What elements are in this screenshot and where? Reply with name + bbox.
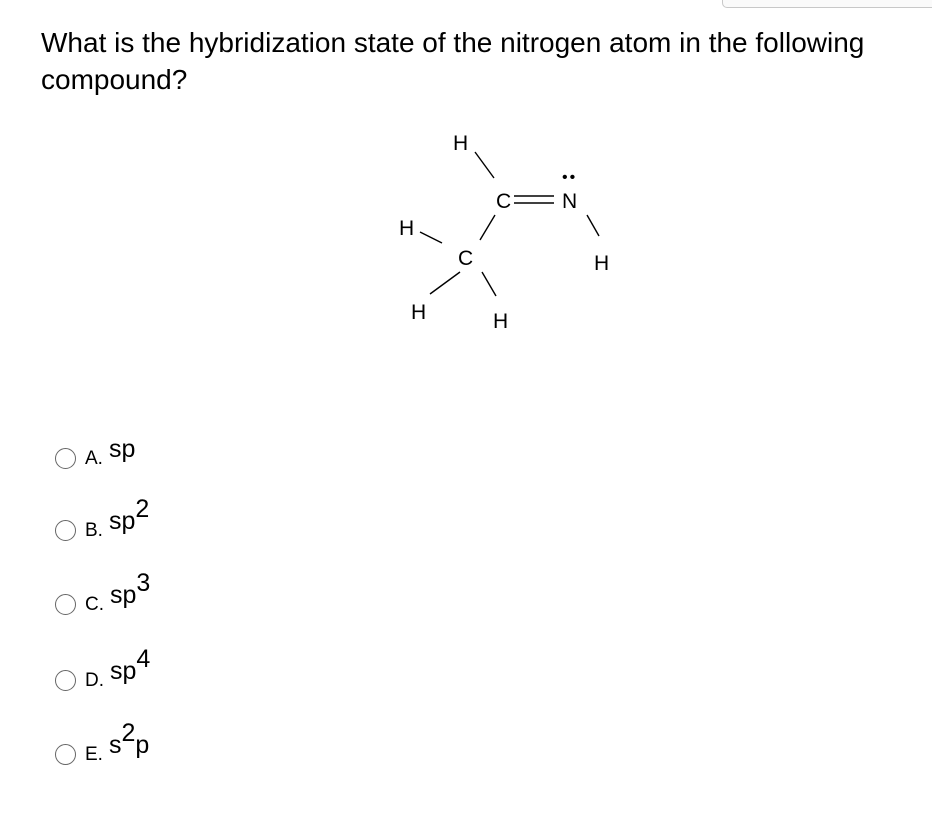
atom-h-n: H [594, 252, 610, 275]
superscript: 2 [135, 494, 150, 523]
choice-letter: B. [85, 520, 103, 541]
top-panel-edge [722, 0, 932, 8]
atom-h-bottom-left: H [411, 301, 427, 324]
bond-c-upper-c-lower [480, 215, 495, 240]
choice-e[interactable] [55, 718, 150, 766]
radio-button[interactable] [55, 744, 76, 765]
bond-h-bottom-left-c-lower [430, 272, 460, 294]
choice-b[interactable] [55, 494, 150, 542]
choice-a[interactable] [55, 435, 136, 470]
choice-answer: $sp^3$ [110, 568, 151, 609]
radio-button[interactable] [55, 670, 76, 691]
molecule-structure [380, 120, 640, 340]
lone-pair: •• [562, 169, 578, 186]
choice-letter: A. [85, 448, 103, 469]
choice-d[interactable] [55, 644, 151, 692]
superscript: 4 [136, 644, 151, 673]
superscript: 3 [136, 568, 151, 597]
atom-h-left: H [399, 217, 415, 240]
superscript: 2 [121, 718, 136, 747]
choice-letter: E. [85, 744, 103, 765]
atom-c-upper: C [496, 190, 512, 213]
bond-h-top-c-upper [475, 152, 494, 178]
radio-button[interactable] [55, 594, 76, 615]
atom-h-top: H [453, 132, 469, 155]
choice-answer: sp [108, 435, 136, 463]
choice-answer: $s^2p$ [108, 718, 150, 759]
atom-n: N [562, 190, 578, 213]
choice-letter: C. [85, 594, 104, 615]
choice-answer: $sp^4$ [110, 644, 151, 685]
atom-h-bottom-right: H [493, 310, 509, 333]
choice-c[interactable] [55, 568, 151, 616]
atom-c-lower: C [458, 247, 474, 270]
radio-button[interactable] [55, 520, 76, 541]
bond-h-left-c-lower [420, 232, 442, 243]
bond-h-bottom-right-c-lower [482, 272, 496, 296]
question-text: What is the hybridization state of the nitrogen atom in the following compound? [41, 27, 865, 95]
choice-letter: D. [85, 670, 104, 691]
radio-button[interactable] [55, 448, 76, 469]
bond-n-h [587, 215, 599, 236]
choice-answer: $sp^2$ [108, 494, 150, 535]
